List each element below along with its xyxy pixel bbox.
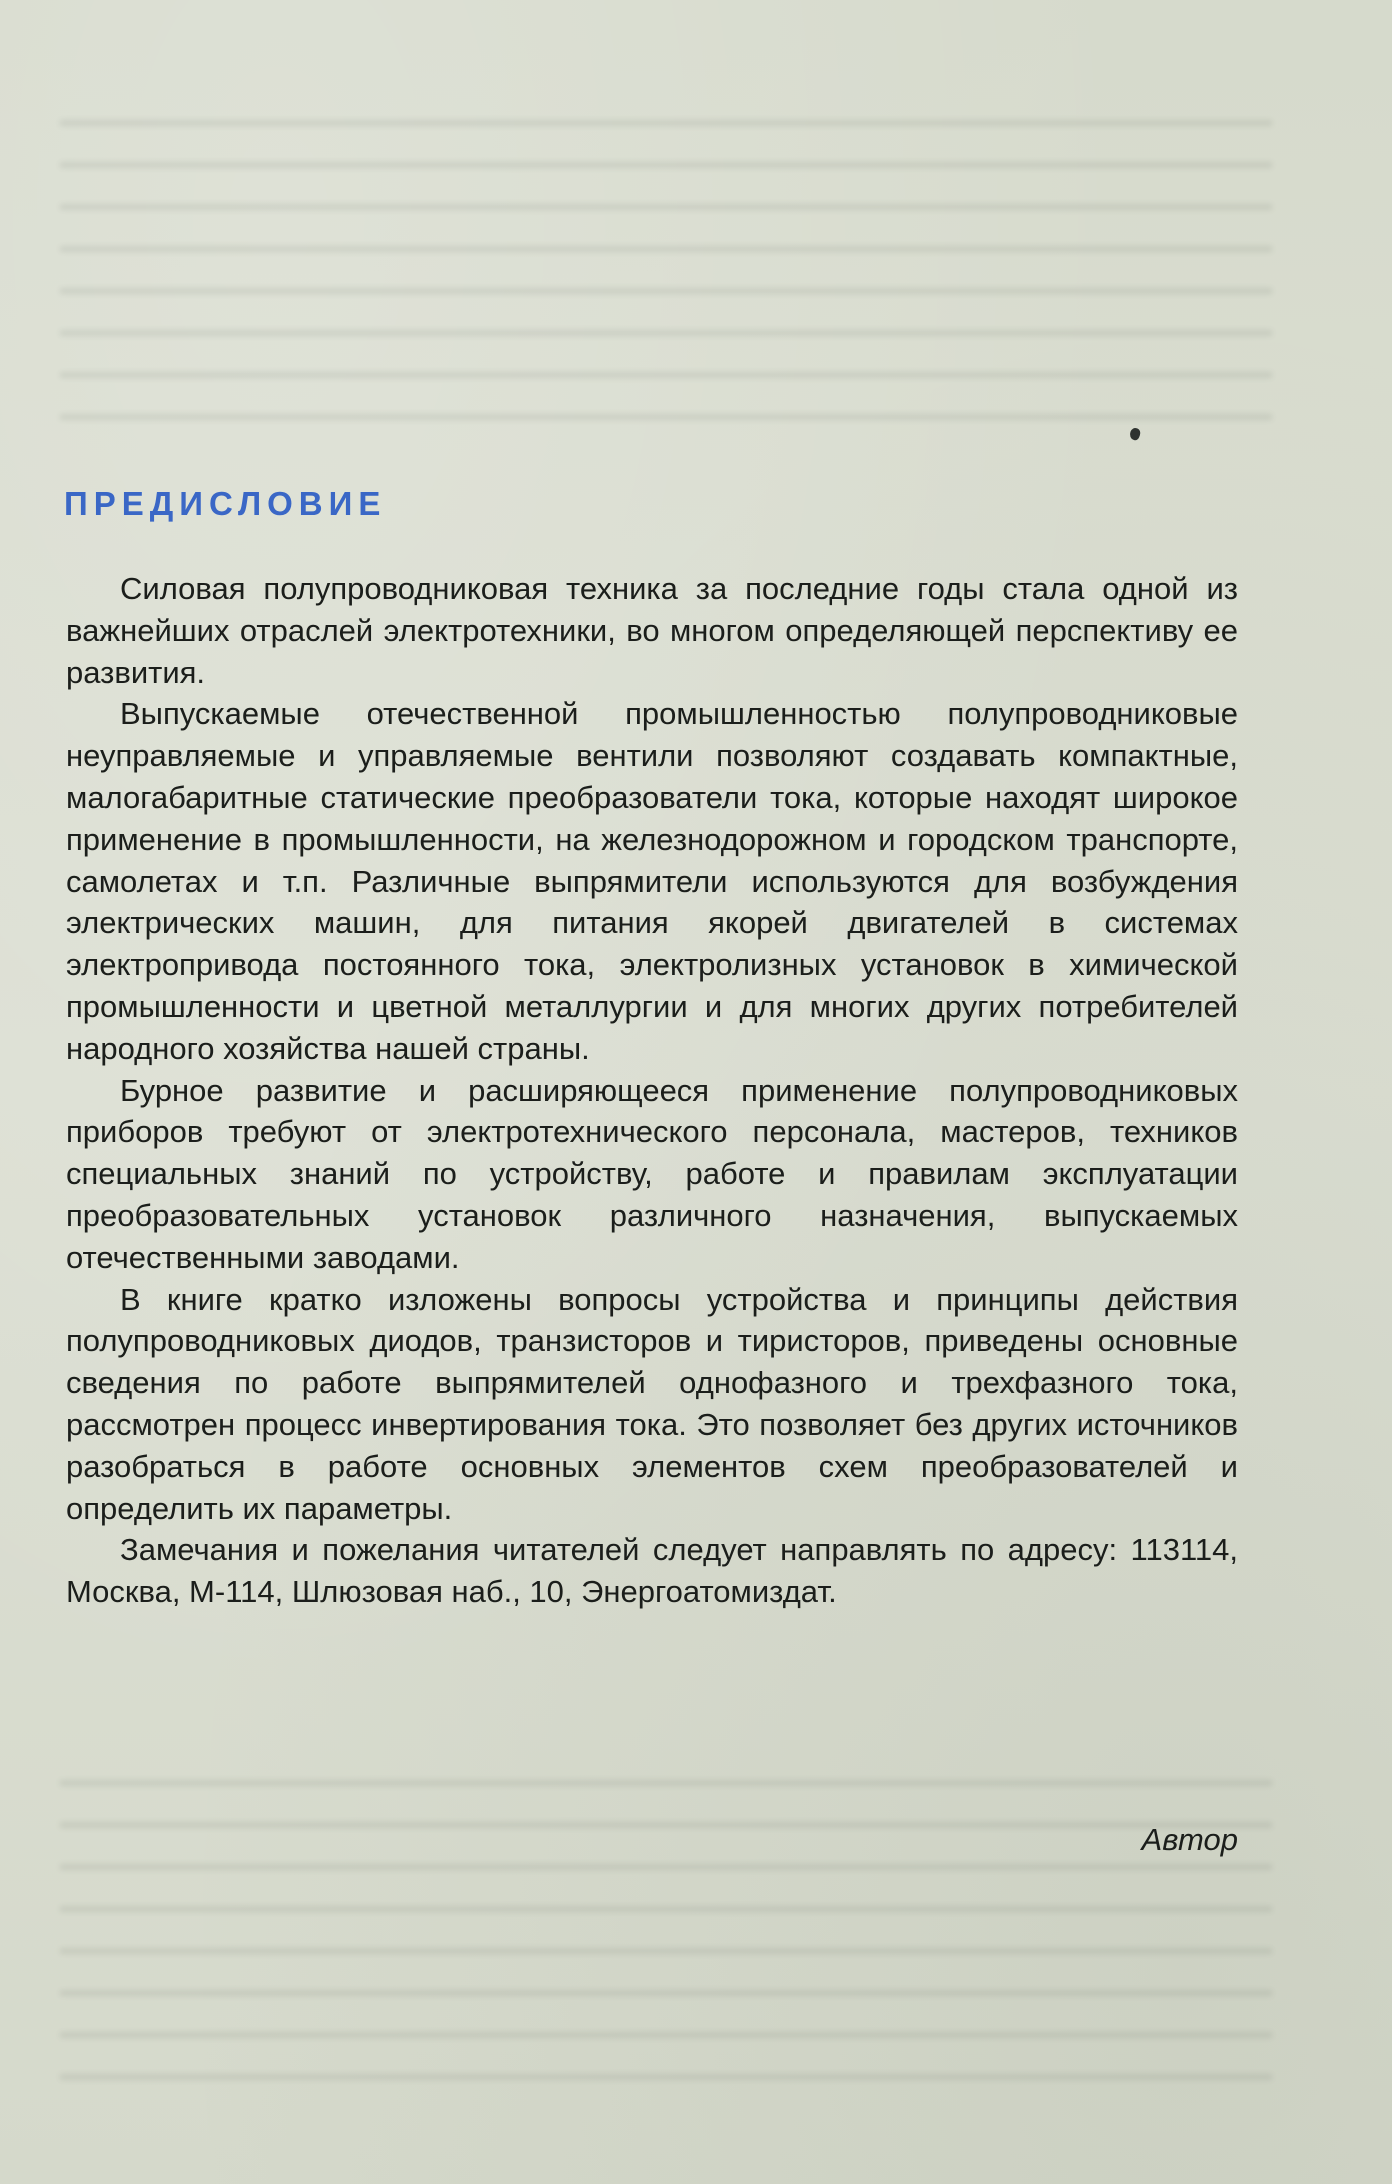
paragraph-5: Замечания и пожелания читателей следует направлять по адресу: 113114, Москва, М-114, Шлюзовая наб., 10, Энергоатомиздат. bbox=[66, 1532, 1238, 1610]
show-through-text-bottom bbox=[60, 1780, 1272, 2080]
ink-speck bbox=[1128, 427, 1142, 442]
preface-body bbox=[66, 568, 1238, 1613]
show-through-text-top bbox=[60, 120, 1272, 420]
page-title: ПРЕДИСЛОВИЕ bbox=[64, 485, 387, 522]
paragraph-4: В книге кратко изложены вопросы устройства и принципы действия полупроводниковых диодов, транзисторов и тиристоров, приведены основные сведения по работе выпрямителей однофазного и трехфазного тока, рассмотрен процесс инвертирования тока. Это позволяет без других источников разобраться в работе основных элементов схем преобразователей и определить их параметры. bbox=[66, 1281, 1238, 1526]
paragraph-2: Выпускаемые отечественной промышленностью полупроводниковые неуправляемые и управляемые вентили позволяют создавать компактные, малогабаритные статические преобразователи тока, которые находят широкое применение в промышленности, на железнодорожном и городском транспорте, самолетах и т.п. Различные выпрямители используются для возбуждения электрических машин, для питания якорей двигателей в системах электропривода постоянного тока, электролизных установок в химической промышленности и цветной металлургии и для многих других потребителей народного хозяйства нашей страны. bbox=[66, 696, 1238, 1066]
paragraph-1: Силовая полупроводниковая техника за последние годы стала одной из важнейших отраслей электротехники, во многом определяющей перспективу ее развития. bbox=[66, 571, 1238, 690]
author-signature: Автор bbox=[1141, 1822, 1238, 1857]
paragraph-3: Бурное развитие и расширяющееся применение полупроводниковых приборов требуют от электротехнического персонала, мастеров, техников специальных знаний по устройству, работе и правилам эксплуатации преобразовательных установок различного назначения, выпускаемых отечественными заводами. bbox=[66, 1072, 1238, 1275]
